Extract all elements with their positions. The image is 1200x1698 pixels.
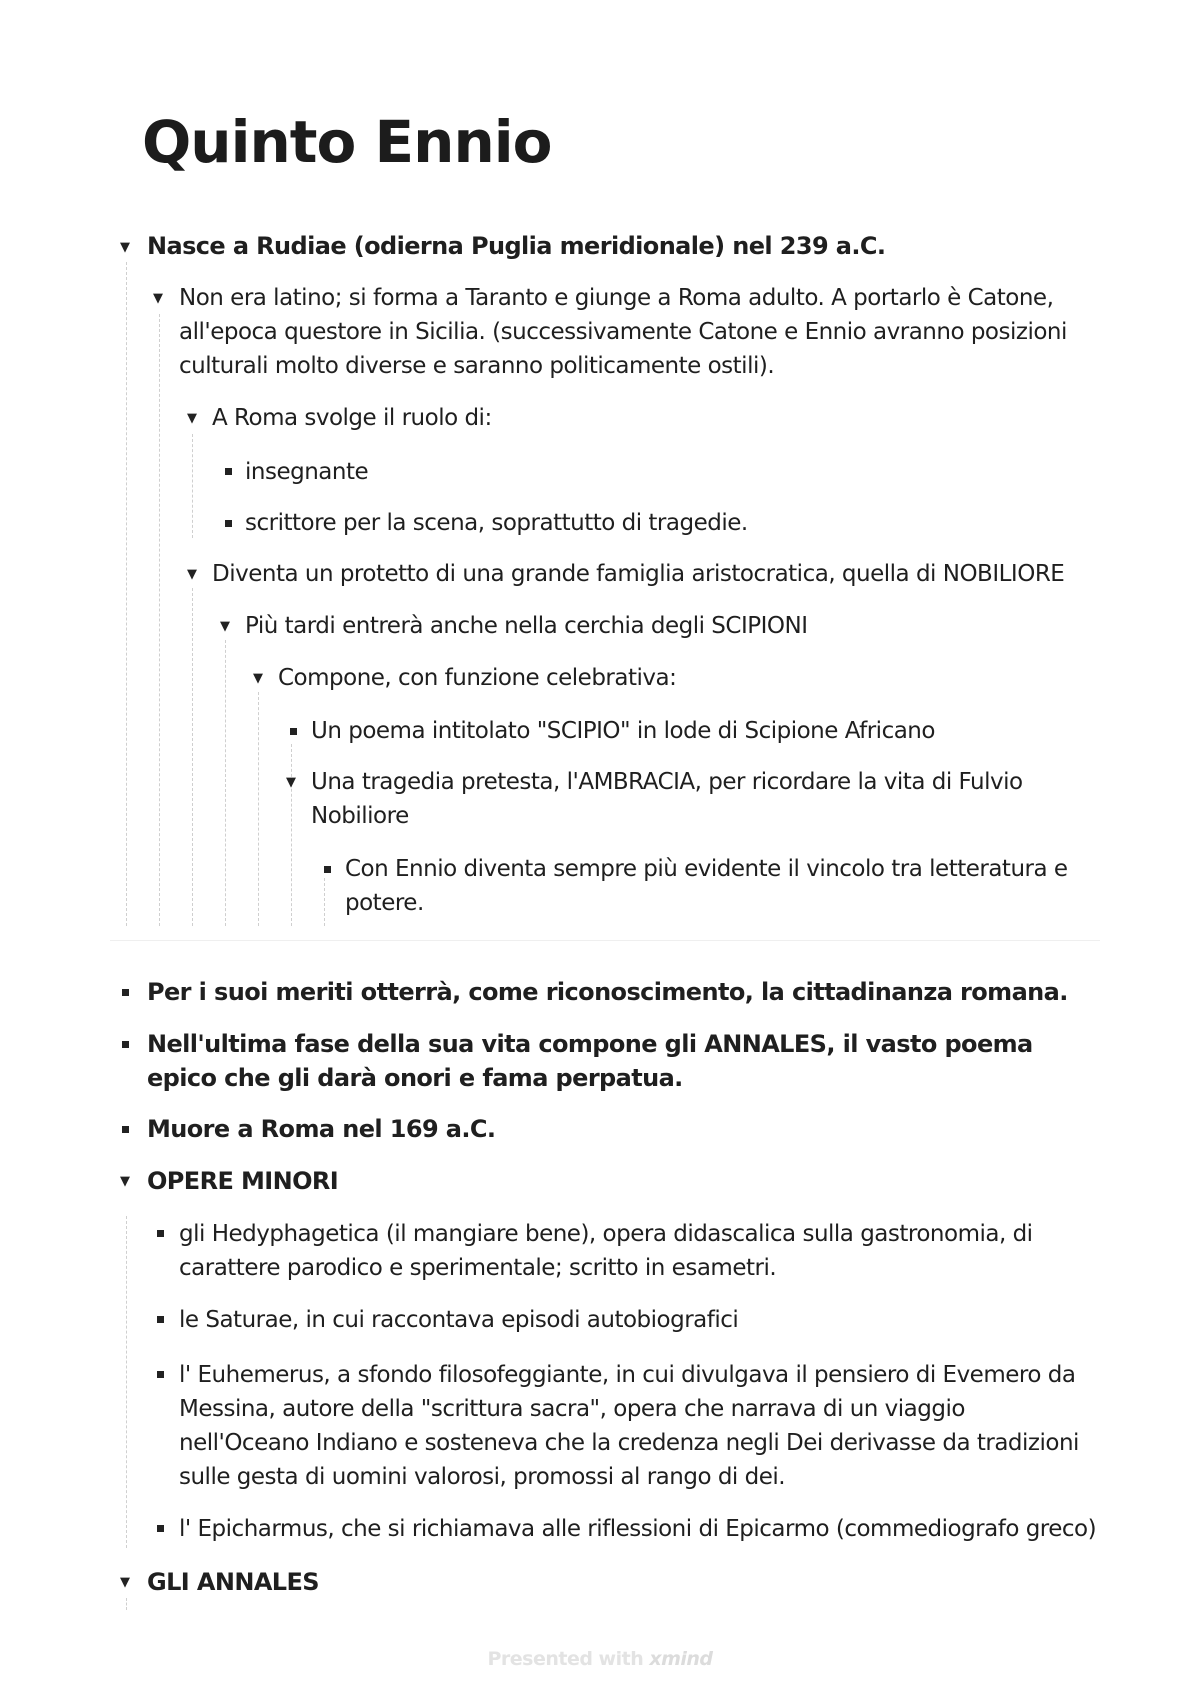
guide-line (126, 262, 127, 926)
footer-watermark (0, 1648, 1200, 1670)
section-divider (110, 940, 1100, 941)
guide-line (225, 640, 226, 926)
topic-euhemerus-line-4: sulle gesta di uomini valorosi, promossi al rango di dei. (179, 1464, 786, 1490)
bullet-icon (122, 989, 129, 996)
topic-scipio: Un poema intitolato "SCIPIO" in lode di Scipione Africano (311, 718, 935, 744)
bullet-icon (157, 1525, 164, 1532)
topic-compone: Compone, con funzione celebrativa: (278, 665, 677, 691)
topic-ruolo-roma: A Roma svolge il ruolo di: (212, 405, 492, 431)
topic-epicharmus: l' Epicharmus, che si richiamava alle riflessioni di Epicarmo (commediografo greco) (179, 1516, 1097, 1542)
topic-euhemerus-line-2: Messina, autore della "scrittura sacra", opera che narrava di un viaggio (179, 1396, 965, 1422)
topic-ambracia-line-2: Nobiliore (311, 803, 409, 829)
collapse-toggle-icon[interactable]: ▼ (120, 1575, 130, 1590)
section-gli-annales: GLI ANNALES (147, 1568, 319, 1596)
topic-vincolo-line-1: Con Ennio diventa sempre più evidente il vincolo tra letteratura e (345, 856, 1068, 882)
page-title: Quinto Ennio (142, 108, 552, 176)
topic-vincolo-line-2: potere. (345, 890, 424, 916)
bullet-icon (324, 866, 331, 873)
topic-annales-line-1: Nell'ultima fase della sua vita compone gli ANNALES, il vasto poema (147, 1030, 1033, 1058)
topic-euhemerus-line-3: nell'Oceano Indiano e sosteneva che la credenza negli Dei derivasse da tradizioni (179, 1430, 1079, 1456)
collapse-toggle-icon[interactable]: ▼ (220, 619, 230, 634)
collapse-toggle-icon[interactable]: ▼ (187, 567, 197, 582)
footer-prefix: Presented with (487, 1648, 650, 1670)
collapse-toggle-icon[interactable]: ▼ (253, 671, 263, 686)
bullet-icon (225, 520, 232, 527)
guide-line (258, 692, 259, 926)
topic-nobiliore: Diventa un protetto di una grande famiglia aristocratica, quella di NOBILIORE (212, 561, 1065, 587)
guide-line (159, 314, 160, 926)
collapse-toggle-icon[interactable]: ▼ (286, 775, 296, 790)
topic-origini-line-3: culturali molto diverse e saranno politicamente ostili). (179, 353, 775, 379)
topic-ambracia-line-1: Una tragedia pretesta, l'AMBRACIA, per ricordare la vita di Fulvio (311, 769, 1023, 795)
guide-line (324, 878, 325, 926)
collapse-toggle-icon[interactable]: ▼ (153, 291, 163, 306)
bullet-icon (157, 1230, 164, 1237)
topic-cittadinanza: Per i suoi meriti otterrà, come riconoscimento, la cittadinanza romana. (147, 978, 1068, 1006)
topic-annales-line-2: epico che gli darà onori e fama perpatua. (147, 1064, 683, 1092)
section-opere-minori: OPERE MINORI (147, 1167, 339, 1195)
topic-scipioni: Più tardi entrerà anche nella cerchia degli SCIPIONI (245, 613, 808, 639)
topic-saturae: le Saturae, in cui raccontava episodi autobiografici (179, 1307, 739, 1333)
bullet-icon (157, 1316, 164, 1323)
topic-hedyphagetica-line-1: gli Hedyphagetica (il mangiare bene), opera didascalica sulla gastronomia, di (179, 1221, 1033, 1247)
topic-euhemerus-line-1: l' Euhemerus, a sfondo filosofeggiante, in cui divulgava il pensiero di Evemero da (179, 1362, 1076, 1388)
topic-hedyphagetica-line-2: carattere parodico e sperimentale; scritto in esametri. (179, 1255, 777, 1281)
bullet-icon (290, 728, 297, 735)
topic-nascita: Nasce a Rudiae (odierna Puglia meridionale) nel 239 a.C. (147, 232, 886, 260)
xmind-logo: xmind (649, 1648, 713, 1670)
topic-scrittore: scrittore per la scena, soprattutto di tragedie. (245, 510, 748, 536)
topic-origini-line-2: all'epoca questore in Sicilia. (successivamente Catone e Ennio avranno posizioni (179, 319, 1067, 345)
bullet-icon (122, 1126, 129, 1133)
topic-origini-line-1: Non era latino; si forma a Taranto e giunge a Roma adulto. A portarlo è Catone, (179, 285, 1054, 311)
collapse-toggle-icon[interactable]: ▼ (120, 1174, 130, 1189)
guide-line (192, 434, 193, 538)
collapse-toggle-icon[interactable]: ▼ (187, 411, 197, 426)
bullet-icon (157, 1371, 164, 1378)
collapse-toggle-icon[interactable]: ▼ (120, 240, 130, 255)
topic-insegnante: insegnante (245, 459, 369, 485)
guide-line (192, 588, 193, 926)
bullet-icon (122, 1041, 129, 1048)
bullet-icon (225, 468, 232, 475)
topic-morte: Muore a Roma nel 169 a.C. (147, 1115, 496, 1143)
guide-line (126, 1216, 127, 1548)
